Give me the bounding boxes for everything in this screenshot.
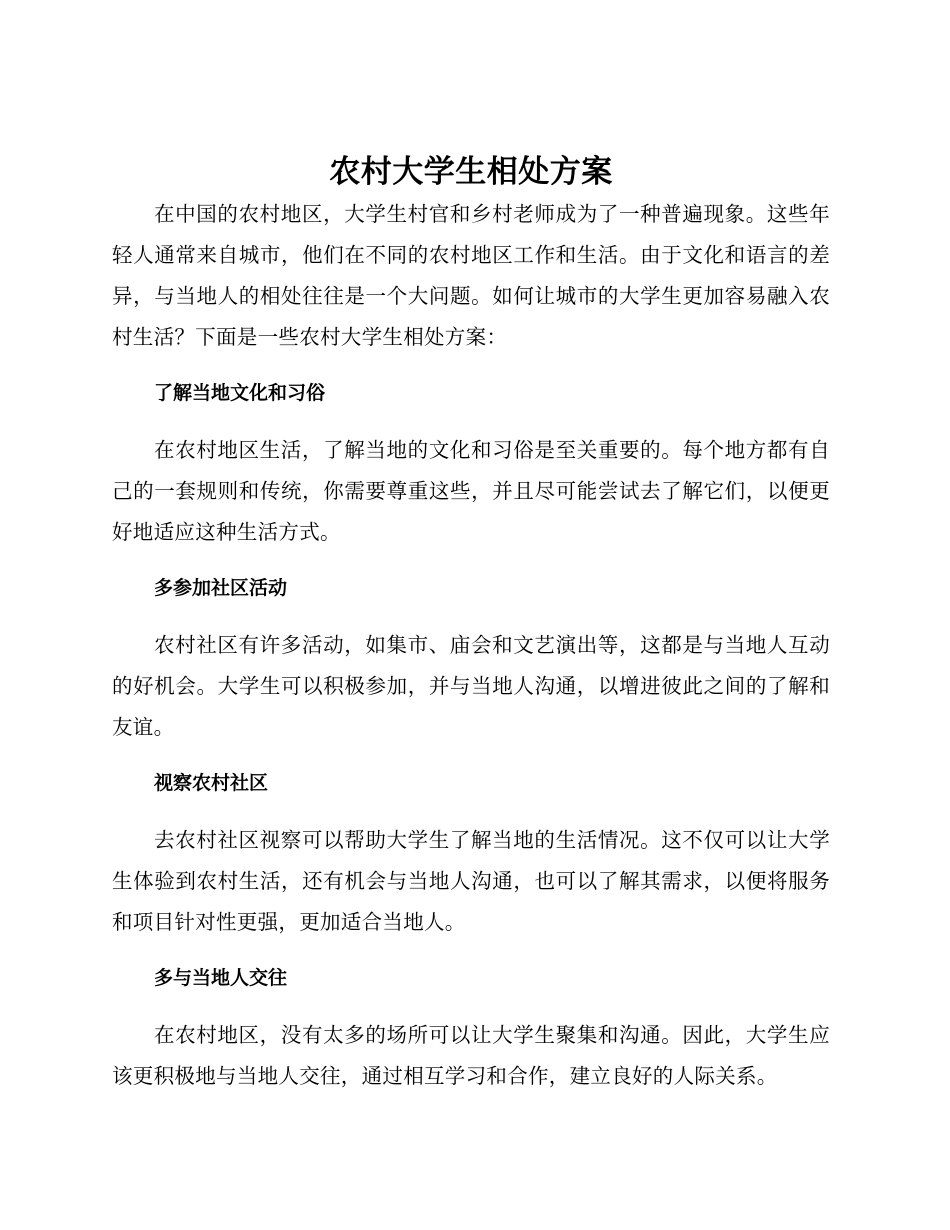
section-body-community-activities: 农村社区有许多活动，如集市、庙会和文艺演出等，这都是与当地人互动的好机会。大学生可以积极参加，并与当地人沟通，以增进彼此之间的了解和友谊。: [112, 633, 830, 739]
document-title: 农村大学生相处方案: [329, 154, 613, 190]
section-body-interaction: 在农村地区，没有太多的场所可以让大学生聚集和沟通。因此，大学生应该更积极地与当地人交往，通过相互学习和合作，建立良好的人际关系。: [112, 1023, 830, 1088]
section-heading-community-activities: 多参加社区活动: [154, 577, 288, 599]
section-heading-culture: 了解当地文化和习俗: [154, 382, 326, 404]
section-body-culture: 在农村地区生活，了解当地的文化和习俗是至关重要的。每个地方都有自己的一套规则和传统，你需要尊重这些，并且尽可能尝试去了解它们，以便更好地适应这种生活方式。: [112, 438, 830, 544]
section-heading-inspection: 视察农村社区: [154, 772, 269, 794]
section-heading-interaction: 多与当地人交往: [154, 967, 288, 989]
section-body-inspection: 去农村社区视察可以帮助大学生了解当地的生活情况。这不仅可以让大学生体验到农村生活，还有机会与当地人沟通，也可以了解其需求，以便将服务和项目针对性更强，更加适合当地人。: [112, 828, 830, 934]
intro-paragraph: 在中国的农村地区，大学生村官和乡村老师成为了一种普遍现象。这些年轻人通常来自城市，他们在不同的农村地区工作和生活。由于文化和语言的差异，与当地人的相处往往是一个大问题。如何让城市的大学生更加容易融入农村生活？下面是一些农村大学生相处方案：: [112, 202, 830, 349]
document-page: [112, 150, 830, 1097]
